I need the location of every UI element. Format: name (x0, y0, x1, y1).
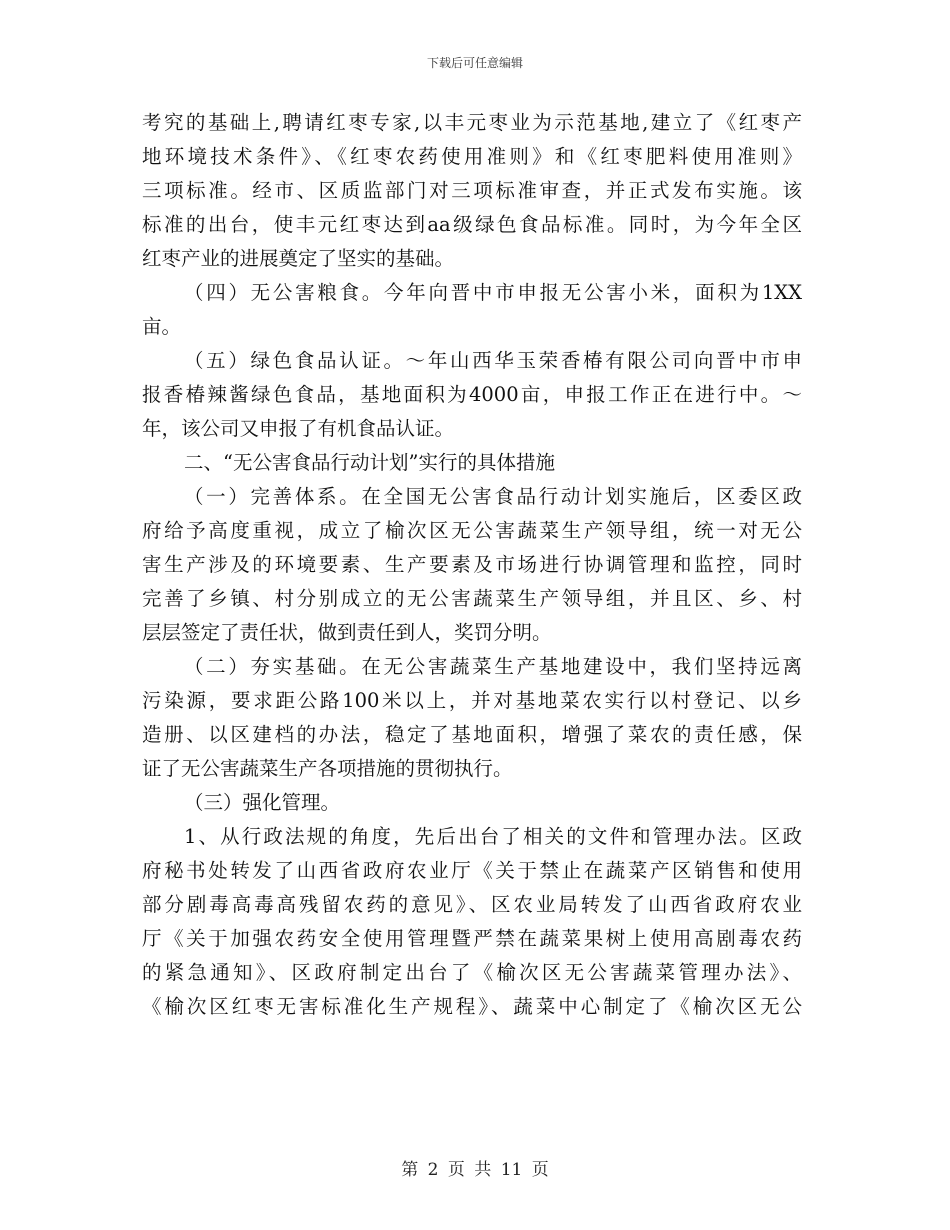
text-line: 害生产涉及的环境要素、生产要素及市场进行协调管理和监控，同时 (142, 553, 802, 576)
text-line: 二、“无公害食品行动计划”实行的具体措施 (184, 451, 555, 474)
text-line: 厅《关于加强农药安全使用管理暨严禁在蔬菜果树上使用高剧毒农药 (142, 927, 802, 950)
text-line: （四）无公害粮食。今年向晋中市申报无公害小米，面积为1XX (184, 281, 802, 304)
text-line: 府秘书处转发了山西省政府农业厅《关于禁止在蔬菜产区销售和使用 (142, 859, 802, 882)
text-line: 亩。 (142, 315, 182, 338)
page-footer: 第 2 页 共 11 页 (401, 1160, 549, 1180)
text-line: 证了无公害蔬菜生产各项措施的贯彻执行。 (142, 757, 513, 780)
document-body (142, 106, 802, 1024)
text-line: 部分剧毒高毒高残留农药的意见》、区农业局转发了山西省政府农业 (142, 893, 802, 916)
text-line: 红枣产业的进展奠定了坚实的基础。 (142, 247, 455, 270)
text-line: 造册、以区建档的办法，稳定了基地面积，增强了菜农的责任感，保 (142, 723, 802, 746)
text-line: 标准的出台，使丰元红枣达到aa级绿色食品标准。同时，为今年全区 (142, 213, 802, 236)
text-line: 的紧急通知》、区政府制定出台了《榆次区无公害蔬菜管理办法》、 (142, 961, 802, 984)
text-line: （五）绿色食品认证。～年山西华玉荣香椿有限公司向晋中市申 (184, 349, 802, 372)
text-line: （三）强化管理。 (184, 791, 341, 814)
page-header: 下载后可任意编辑 (426, 56, 523, 70)
text-line: 年，该公司又申报了有机食品认证。 (142, 417, 455, 440)
text-line: 层层签定了责任状，做到责任到人，奖罚分明。 (142, 621, 552, 644)
text-line: 地环境技术条件》、《红枣农药使用准则》和《红枣肥料使用准则》 (142, 145, 802, 168)
text-line: 考究的基础上,聘请红枣专家,以丰元枣业为示范基地,建立了《红枣产 (142, 111, 802, 134)
text-line: （二）夯实基础。在无公害蔬菜生产基地建设中，我们坚持远离 (184, 655, 802, 678)
text-line: （一）完善体系。在全国无公害食品行动计划实施后，区委区政 (184, 485, 802, 508)
text-line: 报香椿辣酱绿色食品，基地面积为4000亩，申报工作正在进行中。～ (142, 383, 802, 406)
text-line: 三项标准。经市、区质监部门对三项标准审查，并正式发布实施。该 (142, 179, 802, 202)
text-line: 《榆次区红枣无害标准化生产规程》、蔬菜中心制定了《榆次区无公 (142, 995, 802, 1018)
text-line: 完善了乡镇、村分别成立的无公害蔬菜生产领导组，并且区、乡、村 (142, 587, 802, 610)
text-line: 1、从行政法规的角度，先后出台了相关的文件和管理办法。区政 (184, 825, 802, 848)
text-line: 污染源，要求距公路100米以上，并对基地菜农实行以村登记、以乡 (142, 689, 802, 712)
text-line: 府给予高度重视，成立了榆次区无公害蔬菜生产领导组，统一对无公 (142, 519, 802, 542)
